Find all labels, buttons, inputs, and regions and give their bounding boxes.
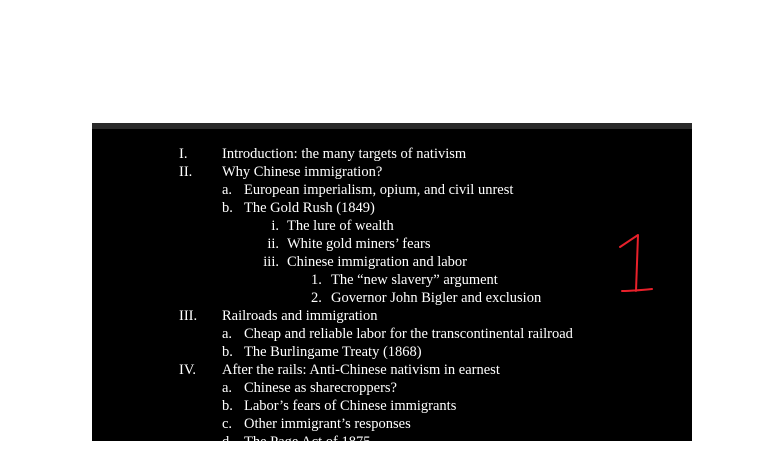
outline-marker: a. [222, 380, 233, 396]
outline-marker: a. [222, 182, 233, 198]
handwritten-number-annotation [612, 233, 656, 297]
outline-marker: a. [222, 326, 233, 342]
outline-marker: 1. [311, 272, 322, 288]
outline-marker: I. [179, 146, 188, 162]
outline-marker: III. [179, 308, 198, 324]
outline-item: The “new slavery” argument [331, 272, 498, 288]
outline-item: Other immigrant’s responses [244, 416, 411, 432]
outline-marker: b. [222, 398, 233, 414]
outline-marker: II. [179, 164, 193, 180]
slide-top-bar [92, 123, 692, 129]
outline-marker: iii. [263, 254, 279, 270]
outline-item: The Page Act of 1875 [244, 434, 371, 450]
outline-marker: b. [222, 344, 233, 360]
outline-item: Why Chinese immigration? [222, 164, 383, 180]
outline-item: White gold miners’ fears [287, 236, 431, 252]
outline-item: Chinese immigration and labor [287, 254, 468, 270]
slide [92, 123, 692, 450]
outline-marker: b. [222, 200, 233, 216]
outline-marker: d. [222, 434, 233, 450]
outline-marker: IV. [179, 362, 197, 378]
outline-item: Chinese as sharecroppers? [244, 380, 397, 396]
outline-item: European imperialism, opium, and civil unrest [244, 182, 514, 198]
outline-item: Introduction: the many targets of nativism [222, 146, 467, 162]
outline-marker: ii. [267, 236, 279, 252]
outline-item: Labor’s fears of Chinese immigrants [244, 398, 457, 414]
outline-marker: c. [222, 416, 233, 432]
outline-marker: 2. [311, 290, 322, 306]
outline-item: The Gold Rush (1849) [244, 200, 375, 216]
outline-marker: i. [271, 218, 279, 234]
outline-item: Governor John Bigler and exclusion [331, 290, 542, 306]
outline-item: The lure of wealth [287, 218, 394, 234]
outline-item: The Burlingame Treaty (1868) [244, 344, 422, 360]
outline-item: After the rails: Anti-Chinese nativism in earnest [222, 362, 500, 378]
outline-item: Railroads and immigration [222, 308, 378, 324]
outline-item: Cheap and reliable labor for the transcontinental railroad [244, 326, 573, 342]
